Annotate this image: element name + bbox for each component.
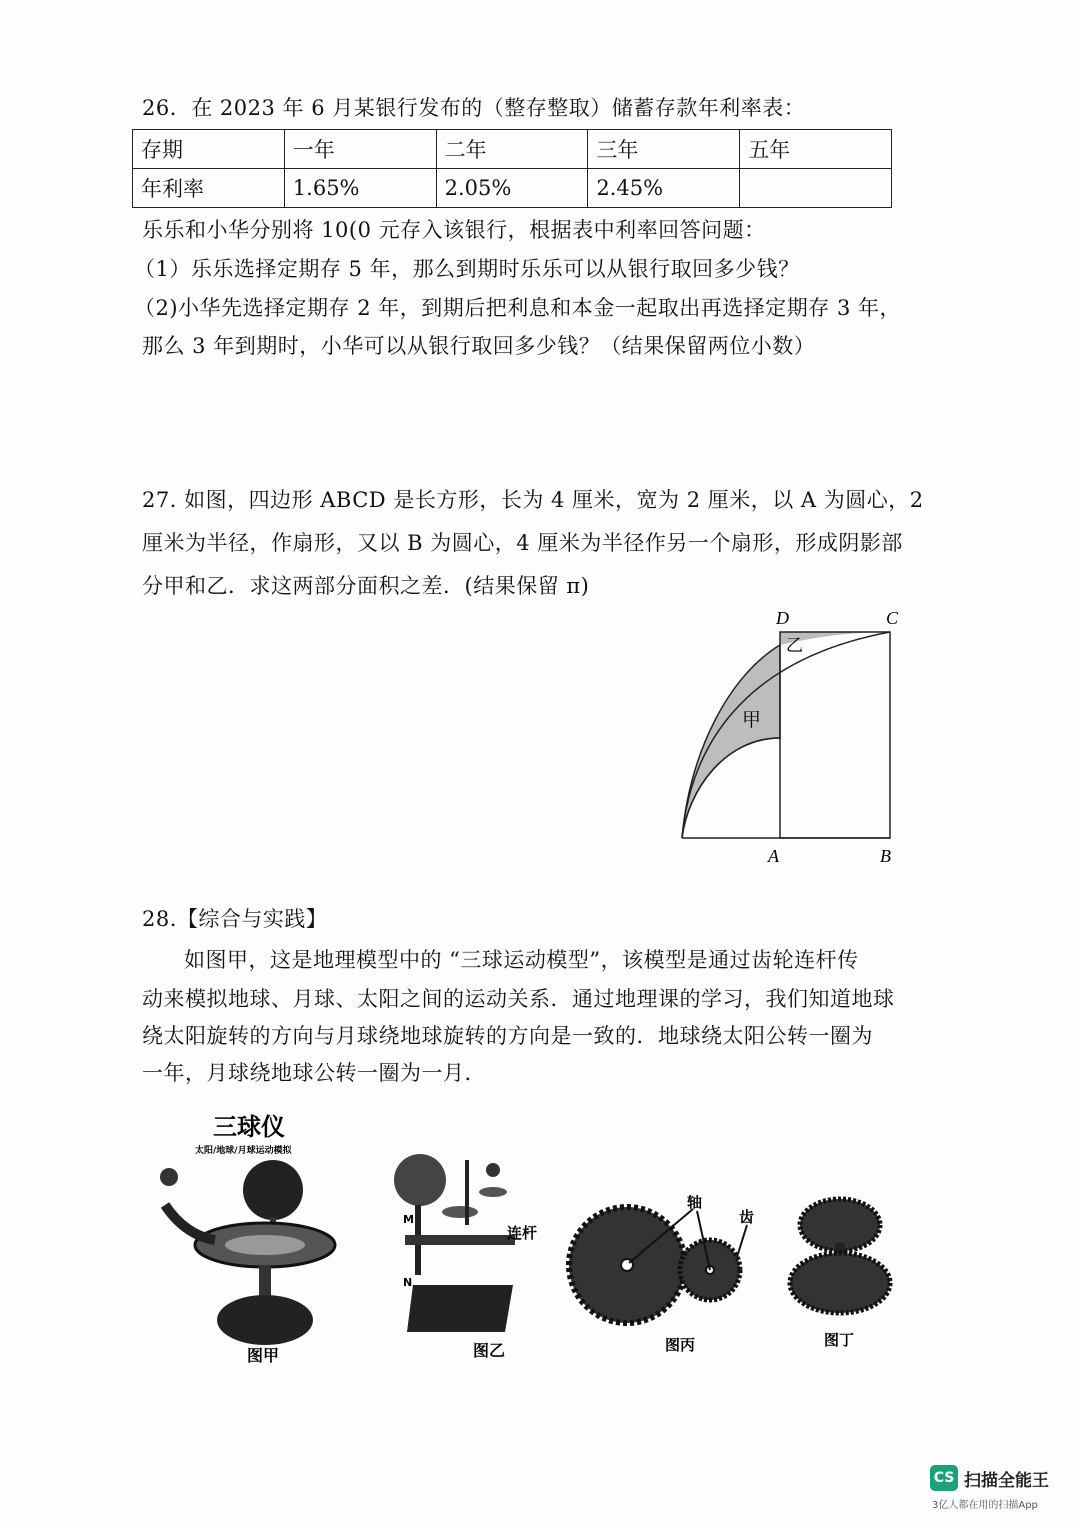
sun-ball (243, 1160, 303, 1220)
figure-yi-linkage (385, 1110, 555, 1360)
linkage-bar (405, 1235, 515, 1245)
label-tu-ding: 图丁 (824, 1331, 855, 1349)
table-row (133, 169, 892, 208)
scanner-tagline: 3亿人都在用的扫描App (932, 1500, 1038, 1511)
sun-ball (394, 1154, 446, 1206)
moon-ball (160, 1168, 178, 1186)
label-m: M (403, 1213, 414, 1226)
label-liangan: 连杆 (507, 1224, 538, 1242)
stand-base (217, 1295, 313, 1345)
rectangle-sector-figure (670, 600, 910, 870)
label-n: N (403, 1276, 413, 1289)
figure-bing-gears (565, 1195, 765, 1355)
q26-part2b: 那么 3 年到期时，小华可以从银行取回多少钱？（结果保留两位小数） (142, 334, 816, 358)
label-tu-bing: 图丙 (665, 1336, 696, 1354)
figure-ding-stacked-gears (780, 1185, 900, 1355)
bottom-gear (790, 1253, 890, 1313)
q28-heading: 28.【综合与实践】 (142, 907, 328, 931)
shaded-region-jia (682, 645, 780, 838)
table-cell: 一年 (284, 130, 436, 169)
q28-para2: 动来模拟地球、月球、太阳之间的运动关系．通过地理课的学习，我们知道地球 (142, 987, 895, 1011)
label-jia: 甲 (742, 709, 762, 731)
q27-line3: 分甲和乙．求这两部分面积之差．(结果保留 π) (142, 574, 590, 598)
q28-para3: 绕太阳旋转的方向与月球绕地球旋转的方向是一致的．地球绕太阳公转一圈为 (142, 1024, 873, 1048)
orrery-title: 三球仪 (213, 1113, 285, 1141)
scanner-logo: CS (930, 1465, 958, 1491)
label-d: D (776, 608, 789, 628)
label-tu-jia: 图甲 (247, 1346, 280, 1365)
q26-part2a: （2)小华先选择定期存 2 年，到期后把利息和本金一起取出再选择定期存 3 年， (134, 296, 901, 320)
table-cell: 五年 (740, 130, 892, 169)
label-a: A (768, 846, 779, 866)
scanner-name: 扫描全能王 (964, 1471, 1049, 1491)
earth-ball (486, 1163, 500, 1177)
interest-rate-table (132, 129, 892, 208)
figure-jia-orrery (155, 1105, 375, 1365)
table-cell: 存期 (133, 130, 285, 169)
label-c: C (886, 608, 899, 628)
q26-intro: 26．在 2023 年 6 月某银行发布的（整存整取）储蓄存款年利率表： (142, 96, 806, 120)
base-block (407, 1285, 513, 1332)
arm (165, 1205, 215, 1240)
q28-para1: 如图甲，这是地理模型中的 “三球运动模型”，该模型是通过齿轮连杆传 (184, 948, 859, 972)
label-chi: 齿 (739, 1208, 755, 1226)
ring-inner (225, 1235, 305, 1255)
table-cell (740, 169, 892, 208)
orrery-subtitle: 太阳/地球/月球运动模拟 (195, 1146, 292, 1156)
q26-part1: （1）乐乐选择定期存 5 年，那么到期时乐乐可以从银行取回多少钱？ (134, 257, 800, 281)
pointer-chi (737, 1225, 747, 1257)
label-b: B (880, 846, 891, 866)
gear-plate-2 (479, 1187, 507, 1197)
table-cell: 2.05% (436, 169, 588, 208)
table-cell: 2.45% (588, 169, 740, 208)
q28-para4: 一年，月球绕地球公转一圈为一月． (142, 1061, 486, 1085)
rod (465, 1160, 469, 1225)
q27-line2: 厘米为半径，作扇形，又以 B 为圆心，4 厘米为半径作另一个扇形，形成阴影部 (142, 531, 903, 555)
table-cell: 三年 (588, 130, 740, 169)
q27-line1: 27. 如图，四边形 ABCD 是长方形，长为 4 厘米，宽为 2 厘米，以 A 为圆心，2 (142, 488, 924, 512)
label-yi: 乙 (786, 636, 803, 656)
scanner-watermark (930, 1465, 1070, 1515)
table-cell: 二年 (436, 130, 588, 169)
table-cell: 1.65% (284, 169, 436, 208)
gear-plate-1 (442, 1206, 478, 1218)
q26-text: 乐乐和小华分别将 10(0 元存入该银行，根据表中利率回答问题： (142, 218, 766, 242)
table-cell: 年利率 (133, 169, 285, 208)
table-header-row (133, 130, 892, 169)
label-zhou: 轴 (687, 1195, 703, 1211)
label-tu-yi: 图乙 (473, 1341, 506, 1360)
